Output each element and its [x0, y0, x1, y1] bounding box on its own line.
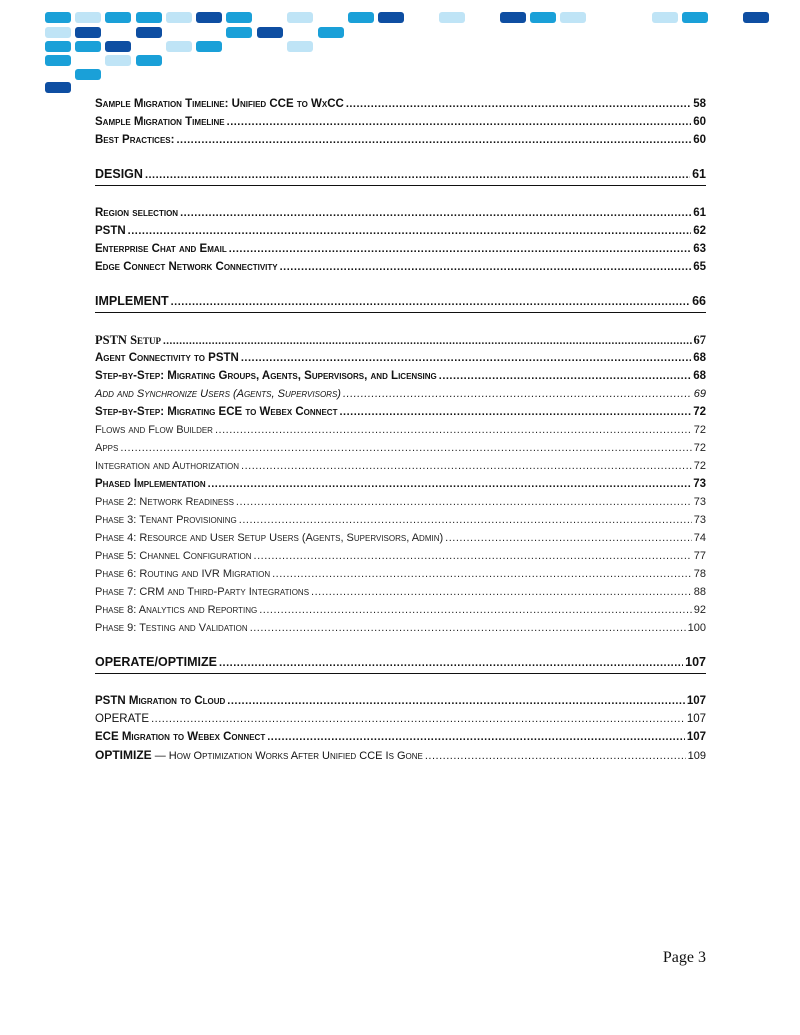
toc-entry[interactable] — [95, 601, 706, 619]
toc-entry[interactable] — [95, 131, 706, 149]
toc-entry-page: 109 — [687, 750, 706, 762]
toc-leader — [219, 652, 683, 674]
toc-leader — [236, 493, 692, 511]
toc-entry-title: PSTN Setup — [95, 333, 162, 347]
header-decoration — [0, 0, 800, 100]
toc-entry-page: 61 — [693, 207, 706, 219]
toc-entry-page: 65 — [693, 261, 706, 273]
toc-entry-page: 67 — [693, 333, 706, 347]
toc-leader — [180, 204, 691, 222]
toc-leader — [120, 439, 691, 457]
toc-entry-page: 60 — [693, 116, 706, 128]
toc-entry-page: 107 — [686, 695, 706, 707]
toc-entry-title: Apps — [95, 442, 119, 454]
toc-entry[interactable] — [95, 475, 706, 493]
cisco-bar-pattern-icon — [45, 12, 769, 93]
toc-entry-title: Phase 5: Channel Configuration — [95, 550, 252, 562]
toc-entry[interactable] — [95, 403, 706, 421]
toc-entry-title: Enterprise Chat and Email — [95, 243, 227, 255]
page-number: Page 3 — [662, 949, 706, 966]
toc-entry-page: 73 — [693, 496, 706, 508]
toc-entry-title: Step-by-Step: Migrating ECE to Webex Connect — [95, 406, 338, 418]
toc-entry-page: 72 — [693, 406, 706, 418]
toc-leader — [151, 710, 685, 728]
toc-leader — [145, 164, 690, 186]
toc-entry-title: Phased Implementation — [95, 478, 206, 490]
toc-entry-title: Sample Migration Timeline: Unified CCE to WxCC — [95, 98, 344, 110]
toc-entry-page: 100 — [687, 622, 706, 634]
toc-entry-title: ECE Migration to Webex Connect — [95, 731, 266, 743]
toc-entry-title: PSTN Migration to Cloud — [95, 695, 226, 707]
toc-section-page: 66 — [692, 294, 706, 308]
toc-entry[interactable] — [95, 385, 706, 403]
toc-entry-title: Phase 2: Network Readiness — [95, 496, 234, 508]
toc-entry[interactable] — [95, 511, 706, 529]
toc-leader — [227, 692, 685, 710]
toc-leader — [343, 385, 692, 403]
toc-leader — [176, 131, 691, 149]
toc-entry-page: 74 — [693, 532, 706, 544]
toc-entry[interactable] — [95, 728, 706, 746]
toc-leader — [241, 349, 691, 367]
toc-entry-title: Flows and Flow Builder — [95, 424, 213, 436]
toc-entry-title: Add and Synchronize Users (Agents, Supervisors) — [95, 388, 341, 400]
toc-entry-title: Phase 8: Analytics and Reporting — [95, 604, 258, 616]
toc-section-page: 107 — [685, 655, 706, 669]
toc-entry-title: Step-by-Step: Migrating Groups, Agents, Supervisors, and Licensing — [95, 370, 437, 382]
toc-entry-title-lead: OPTIMIZE — [95, 748, 152, 762]
toc-entry[interactable] — [95, 619, 706, 637]
toc-entry[interactable] — [95, 421, 706, 439]
toc-leader — [239, 511, 692, 529]
toc-entry-title: Phase 3: Tenant Provisioning — [95, 514, 237, 526]
toc-entry-title: Region selection — [95, 207, 179, 219]
toc-entry-title — [95, 746, 423, 765]
toc-entry-title: Agent Connectivity to PSTN — [95, 352, 239, 364]
toc-entry-page: 77 — [693, 550, 706, 562]
toc-entry-page: 69 — [693, 388, 706, 400]
toc-entry[interactable] — [95, 95, 706, 113]
toc-leader — [254, 547, 692, 565]
toc-section-heading[interactable] — [95, 290, 706, 313]
toc-section-heading[interactable] — [95, 163, 706, 186]
toc-entry-page: 72 — [693, 442, 706, 454]
toc-leader — [229, 240, 691, 258]
toc-leader — [272, 565, 692, 583]
toc-entry[interactable] — [95, 439, 706, 457]
toc-leader — [128, 222, 692, 240]
toc-leader — [250, 619, 686, 637]
toc-entry-page: 62 — [693, 225, 706, 237]
toc-entry-title: Best Practices: — [95, 134, 175, 146]
toc-entry-page: 68 — [693, 370, 706, 382]
toc-leader — [425, 747, 686, 765]
toc-entry[interactable] — [95, 222, 706, 240]
toc-leader — [171, 291, 690, 313]
toc-entry-page: 73 — [693, 478, 706, 490]
toc-section-title: DESIGN — [95, 167, 143, 181]
toc-section-title: IMPLEMENT — [95, 294, 169, 308]
toc-leader — [280, 258, 692, 276]
toc-leader — [208, 475, 692, 493]
toc-entry-title: Phase 4: Resource and User Setup Users (Agents, Supervisors, Admin) — [95, 532, 444, 544]
toc-entry-page: 63 — [693, 243, 706, 255]
toc-entry[interactable] — [95, 113, 706, 131]
toc-entry-page: 88 — [693, 586, 706, 598]
toc-entry[interactable] — [95, 583, 706, 601]
toc-entry[interactable] — [95, 204, 706, 222]
toc-entry-title: Edge Connect Network Connectivity — [95, 261, 278, 273]
toc-entry-page: 72 — [693, 424, 706, 436]
toc-entry[interactable] — [95, 457, 706, 475]
toc-leader — [227, 113, 692, 131]
toc-entry-page: 72 — [693, 460, 706, 472]
toc-entry-title: OPERATE — [95, 713, 150, 725]
toc-leader — [163, 332, 691, 350]
toc-entry-page: 107 — [686, 713, 706, 725]
toc-entry-page: 107 — [686, 731, 706, 743]
toc-entry-title: PSTN — [95, 225, 126, 237]
toc-entry[interactable] — [95, 746, 706, 764]
toc-entry-page: 73 — [693, 514, 706, 526]
toc-entry[interactable] — [95, 331, 706, 349]
toc-entry-title: Phase 7: CRM and Third-Party Integrations — [95, 586, 310, 598]
toc-entry[interactable] — [95, 367, 706, 385]
toc-entry-title: Phase 6: Routing and IVR Migration — [95, 568, 271, 580]
toc-leader — [339, 403, 691, 421]
toc-entry-page: 92 — [693, 604, 706, 616]
table-of-contents — [95, 95, 706, 764]
toc-entry-page: 60 — [693, 134, 706, 146]
toc-leader — [346, 95, 691, 113]
toc-leader — [439, 367, 691, 385]
toc-leader — [215, 421, 692, 439]
toc-section-heading[interactable] — [95, 651, 706, 674]
toc-entry[interactable] — [95, 493, 706, 511]
toc-entry[interactable] — [95, 529, 706, 547]
toc-entry[interactable] — [95, 258, 706, 276]
toc-entry[interactable] — [95, 710, 706, 728]
toc-leader — [311, 583, 692, 601]
toc-entry-title: Phase 9: Testing and Validation — [95, 622, 248, 634]
toc-entry[interactable] — [95, 565, 706, 583]
toc-leader — [259, 601, 692, 619]
toc-leader — [241, 457, 692, 475]
toc-entry[interactable] — [95, 692, 706, 710]
toc-entry-page: 58 — [693, 98, 706, 110]
toc-leader — [445, 529, 692, 547]
toc-entry[interactable] — [95, 240, 706, 258]
toc-entry-title: Sample Migration Timeline — [95, 116, 225, 128]
toc-entry-page: 68 — [693, 352, 706, 364]
toc-entry-title-rest: — How Optimization Works After Unified CCE Is Gone — [151, 750, 423, 762]
toc-entry-title: Integration and Authorization — [95, 460, 240, 472]
toc-entry[interactable] — [95, 349, 706, 367]
toc-entry-page: 78 — [693, 568, 706, 580]
toc-section-page: 61 — [692, 167, 706, 181]
toc-section-title: OPERATE/OPTIMIZE — [95, 655, 217, 669]
toc-leader — [267, 728, 685, 746]
toc-entry[interactable] — [95, 547, 706, 565]
